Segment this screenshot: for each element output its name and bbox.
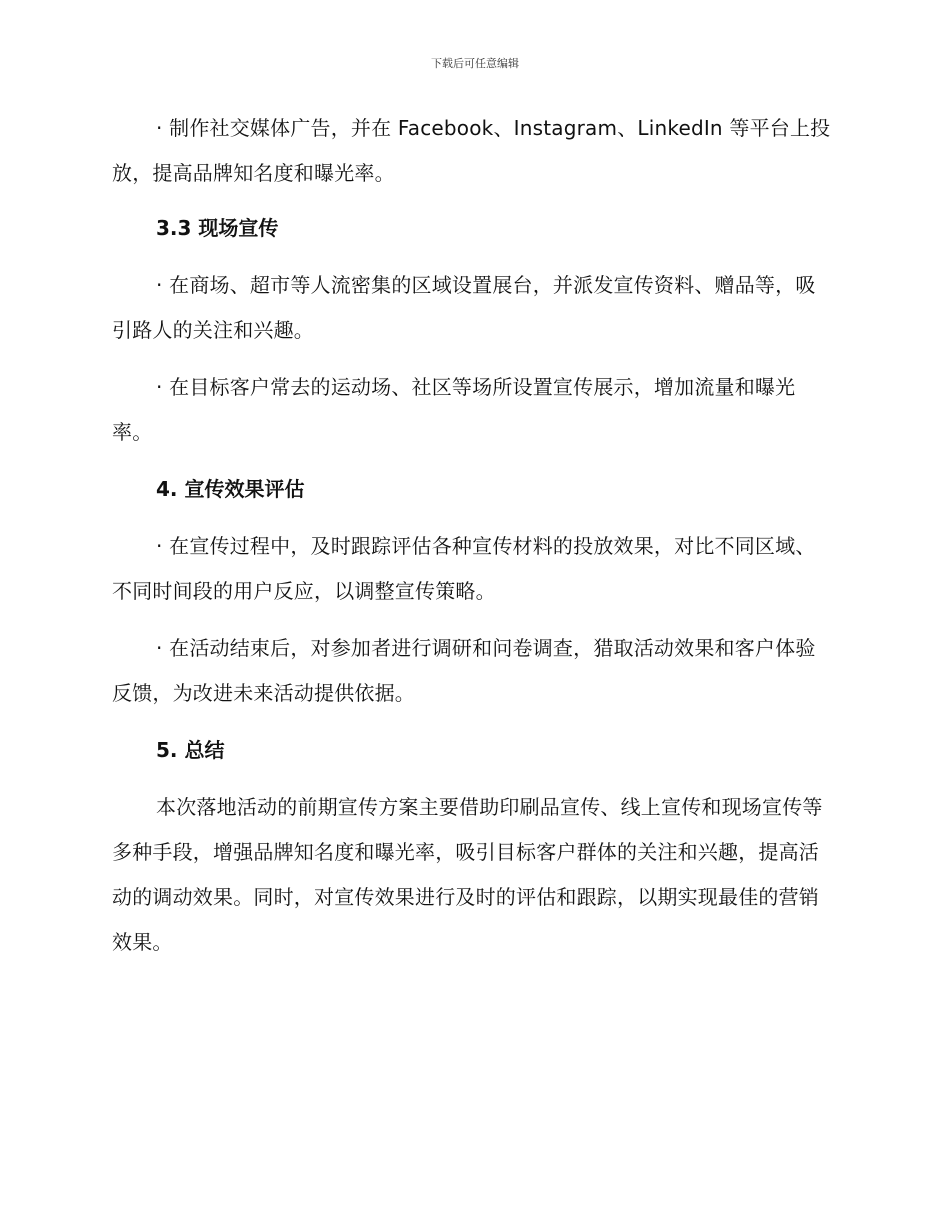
- paragraph-social-media-ads: · 制作社交媒体广告，并在 Facebook、Instagram、LinkedIn 等平台上投放，提高品牌知名度和曝光率。: [112, 116, 831, 185]
- header-note: 下载后可任意编辑: [431, 57, 519, 70]
- heading-5: 5. 总结: [156, 738, 225, 762]
- paragraph-tracking: · 在宣传过程中，及时跟踪评估各种宣传材料的投放效果，对比不同区域、不同时间段的用户反应，以调整宣传策略。: [112, 534, 816, 603]
- heading-4: 4. 宣传效果评估: [156, 477, 305, 501]
- document-body: [112, 106, 832, 965]
- paragraph-mall-booth: · 在商场、超市等人流密集的区域设置展台，并派发宣传资料、赠品等，吸引路人的关注和兴趣。: [112, 273, 816, 342]
- heading-3-3: 3.3 现场宣传: [156, 216, 279, 240]
- paragraph-summary: 本次落地活动的前期宣传方案主要借助印刷品宣传、线上宣传和现场宣传等多种手段，增强品牌知名度和曝光率，吸引目标客户群体的关注和兴趣，提高活动的调动效果。同时，对宣传效果进行及时的评估和跟踪，以期实现最佳的营销效果。: [112, 795, 823, 954]
- paragraph-venue-display: · 在目标客户常去的运动场、社区等场所设置宣传展示，增加流量和曝光率。: [112, 375, 796, 444]
- paragraph-survey: · 在活动结束后，对参加者进行调研和问卷调查，猎取活动效果和客户体验反馈，为改进未来活动提供依据。: [112, 636, 816, 705]
